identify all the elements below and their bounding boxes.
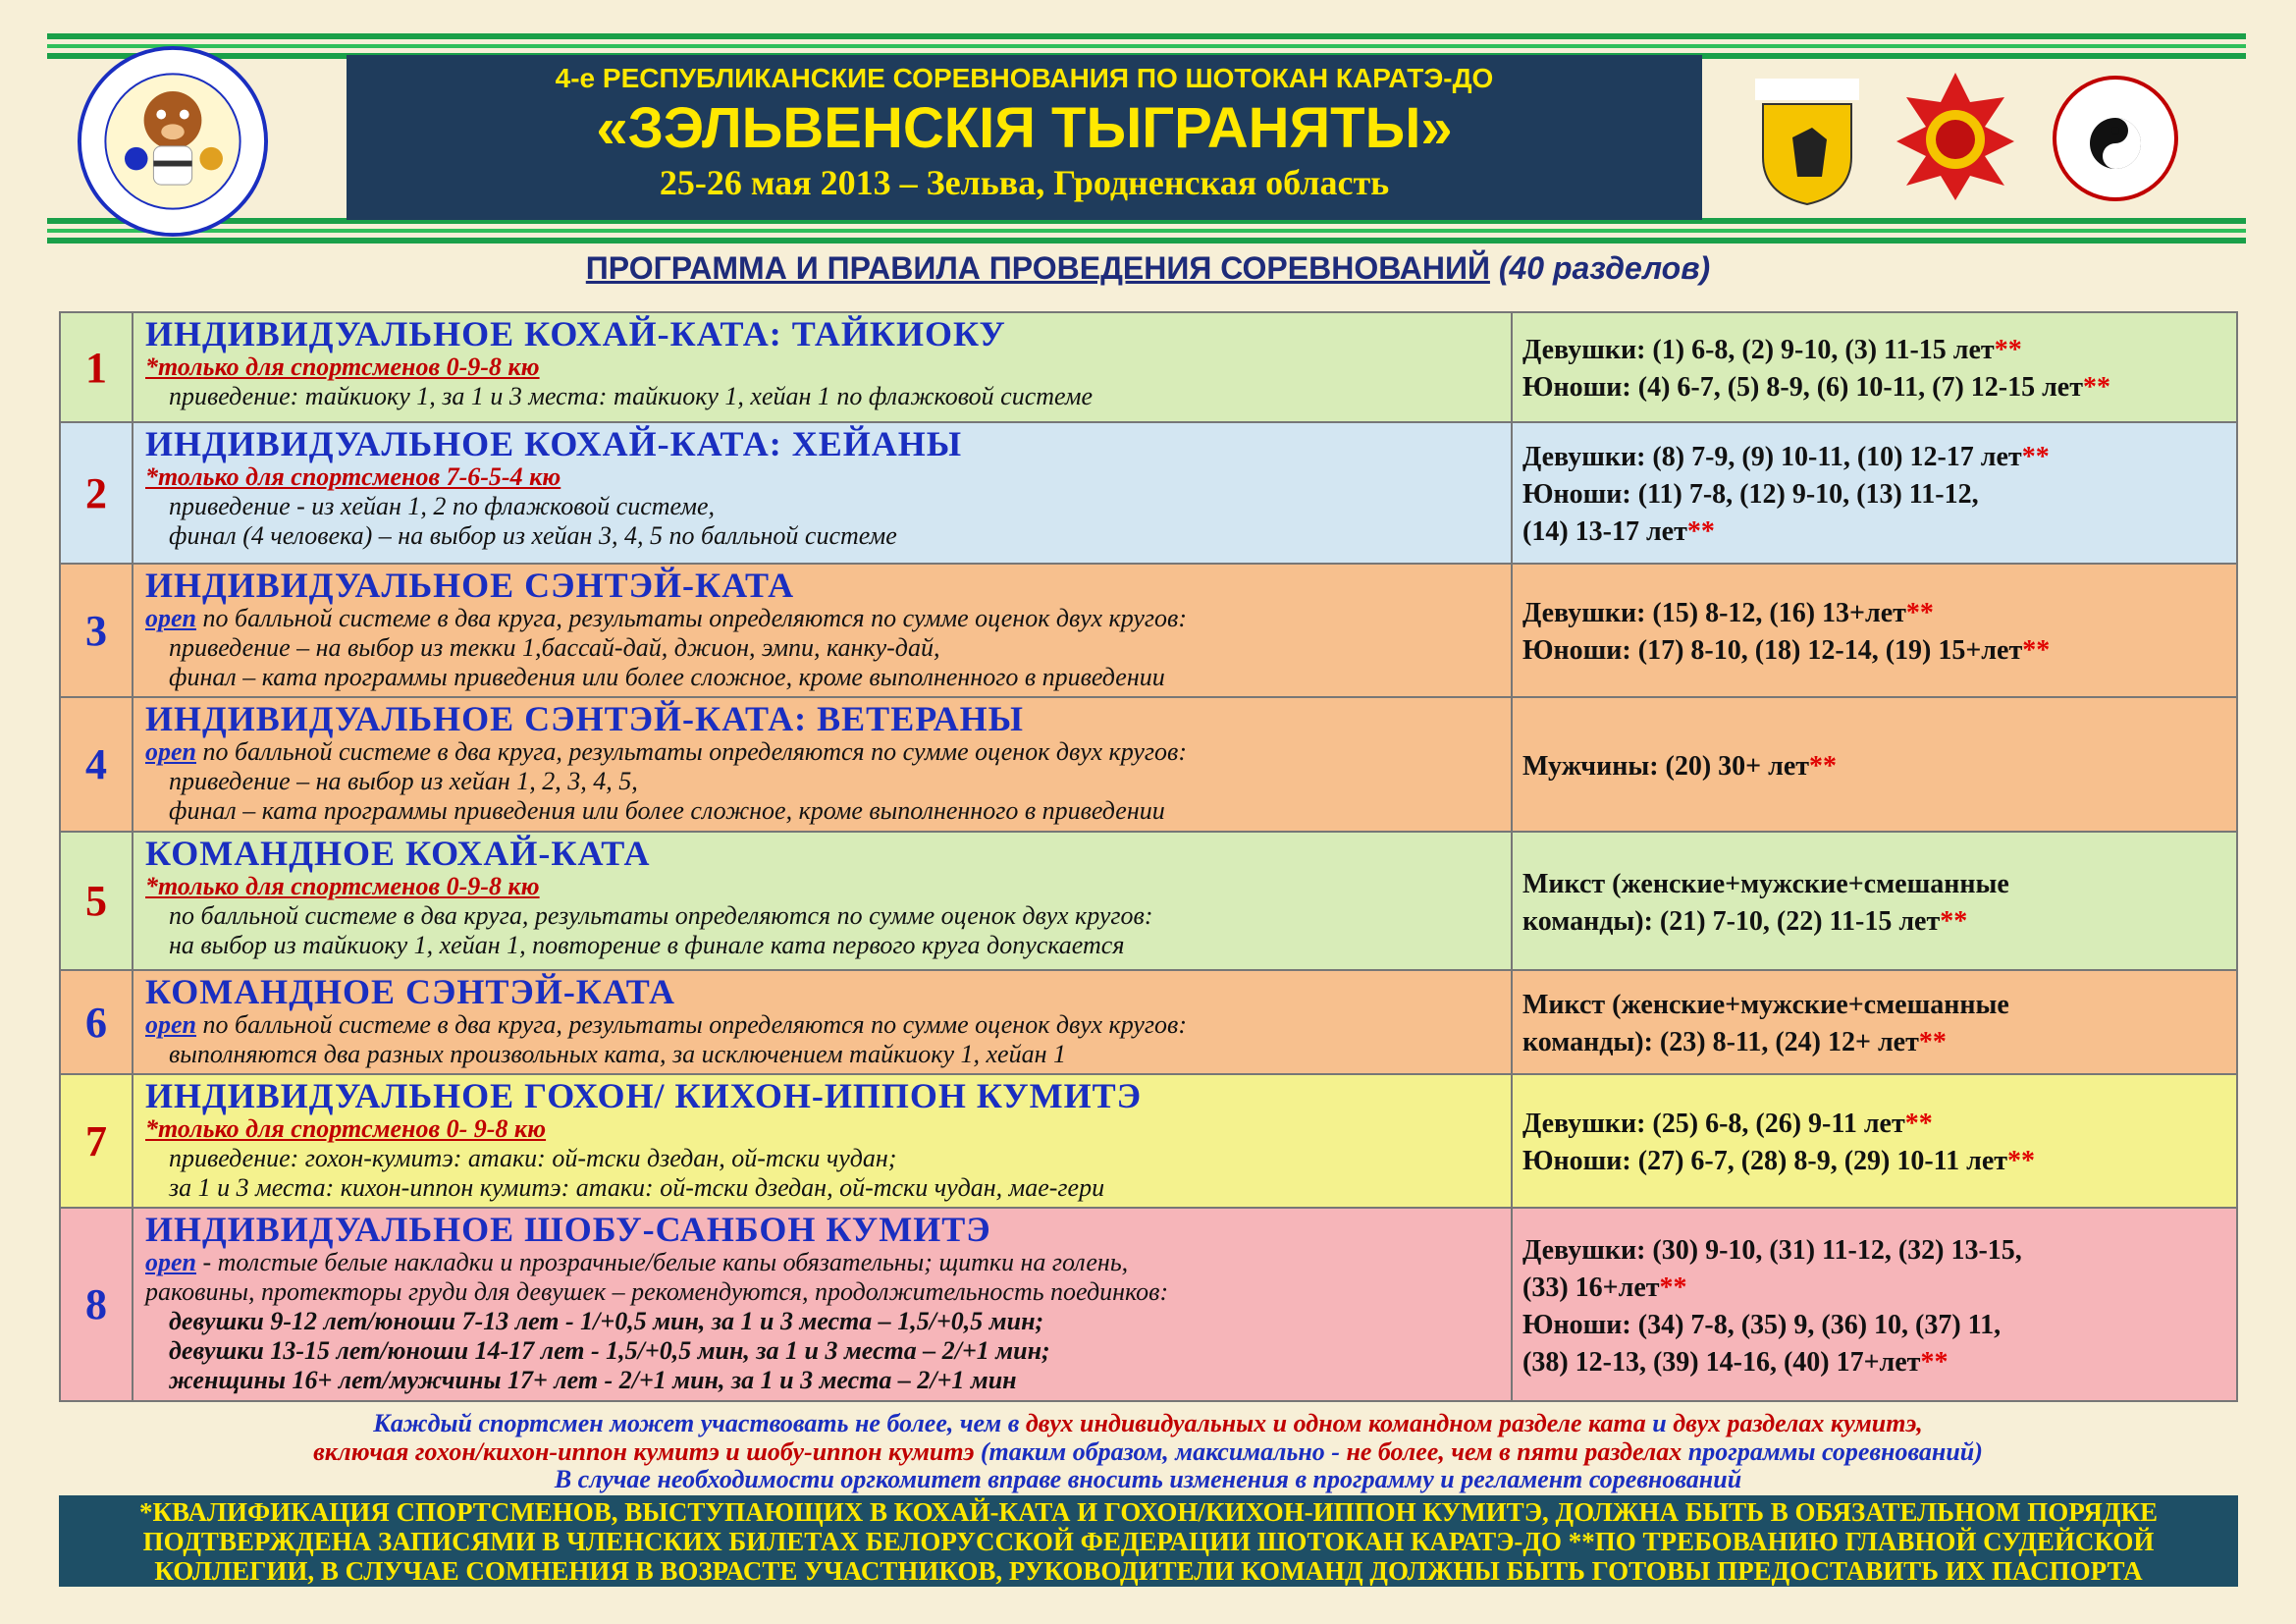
table-row (60, 422, 2237, 564)
section-categories: Девушки: (25) 6-8, (26) 9-11 лет** Юноши: (27) 6-7, (28) 8-9, (29) 10-11 лет** (1512, 1074, 2237, 1208)
section-categories: Девушки: (1) 6-8, (2) 9-10, (3) 11-15 лет** Юноши: (4) 6-7, (5) 8-9, (6) 10-11, (7) 12-15 лет** (1512, 312, 2237, 422)
section-description (133, 422, 1512, 564)
section-title: ИНДИВИДУАЛЬНОЕ КОХАЙ-КАТА: ХЕЙАНЫ (145, 424, 963, 463)
fudoshin-icon (2052, 75, 2179, 202)
category-line: Девушки: (30) 9-10, (31) 11-12, (32) 13-15, (1522, 1234, 2022, 1266)
section-number: 7 (60, 1074, 133, 1208)
section-line: приведение: тайкиоку 1, за 1 и 3 места: тайкиоку 1, хейан 1 по флажковой системе (169, 382, 1094, 410)
category-line: Юноши: (4) 6-7, (5) 8-9, (6) 10-11, (7) 12-15 лет (1522, 372, 2083, 403)
section-description (133, 697, 1512, 832)
section-description (133, 1074, 1512, 1208)
table-row (60, 1074, 2237, 1208)
section-number: 5 (60, 832, 133, 970)
section-categories: Девушки: (30) 9-10, (31) 11-12, (32) 13-15, (33) 16+лет** Юноши: (34) 7-8, (35) 9, (36) 10, (37) 11, (38) 12-13, (39) 14-16, (40) 17+лет** (1512, 1208, 2237, 1401)
program-subtitle (0, 250, 2296, 287)
subtitle-count: (40 разделов) (1498, 250, 1711, 286)
section-line: по балльной системе в два круга, результаты определяются по сумме оценок двух кругов: (196, 1010, 1187, 1039)
section-line: по балльной системе в два круга, результаты определяются по сумме оценок двух кругов: (202, 737, 1187, 766)
category-line: (14) 13-17 лет (1522, 516, 1687, 547)
section-description (133, 832, 1512, 970)
table-row (60, 832, 2237, 970)
category-line: Мужчины: (20) 30+ лет (1522, 750, 1810, 782)
section-line: финал (4 человека) – на выбор из хейан 3, 4, 5 по балльной системе (169, 521, 897, 550)
section-line: раковины, протекторы груди для девушек – рекомендуются, продолжительность поединков: (145, 1277, 1169, 1306)
section-note: *только для спортсменов 0-9-8 кю (145, 872, 540, 900)
section-line: финал – ката программы приведения или более сложное, кроме выполненного в приведении (169, 796, 1165, 825)
section-description (133, 970, 1512, 1074)
category-line: Девушки: (25) 6-8, (26) 9-11 лет (1522, 1109, 1905, 1139)
section-line: приведение – на выбор из текки 1,бассай-дай, джион, эмпи, канку-дай, (169, 633, 940, 662)
category-line: Юноши: (34) 7-8, (35) 9, (36) 10, (37) 11, (1522, 1309, 2002, 1340)
category-line: Девушки: (8) 7-9, (9) 10-11, (10) 12-17 лет (1522, 442, 2022, 472)
section-line: приведение – на выбор из хейан 1, 2, 3, 4, 5, (169, 767, 638, 795)
section-line: девушки 9-12 лет/юноши 7-13 лет - 1/+0,5 мин, за 1 и 3 места – 1,5/+0,5 мин; (169, 1307, 1044, 1335)
section-categories: Девушки: (8) 7-9, (9) 10-11, (10) 12-17 лет** Юноши: (11) 7-8, (12) 9-10, (13) 11-12, (14) 13-17 лет** (1512, 422, 2237, 564)
section-note: *только для спортсменов 7-6-5-4 кю (145, 462, 561, 491)
section-line: приведение: гохон-кумитэ: атаки: ой-тски дзедан, ой-тски чудан; (169, 1144, 897, 1172)
event-edition: 4-е РЕСПУБЛИКАНСКИЕ СОРЕВНОВАНИЯ ПО ШОТОКАН КАРАТЭ-ДО (555, 63, 1494, 93)
coat-of-arms-icon (1753, 79, 1861, 206)
section-line: по балльной системе в два круга, результаты определяются по сумме оценок двух кругов: (169, 901, 1153, 930)
program-table (59, 311, 2238, 1402)
section-line: - толстые белые накладки и прозрачные/белые капы обязательны; щитки на голень, (196, 1248, 1129, 1276)
section-description (133, 564, 1512, 697)
section-title: ИНДИВИДУАЛЬНОЕ КОХАЙ-КАТА: ТАЙКИОКУ (145, 314, 1006, 353)
section-number: 3 (60, 564, 133, 697)
bottom-stripes (47, 218, 2246, 248)
section-title: ИНДИВИДУАЛЬНОЕ ГОХОН/ КИХОН-ИППОН КУМИТЭ (145, 1076, 1143, 1115)
tiger-cub-logo (77, 45, 269, 238)
category-line: команды): (23) 8-11, (24) 12+ лет (1522, 1027, 1919, 1057)
qualification-notice (59, 1495, 2238, 1587)
footer-note-1: Каждый спортсмен может участвовать не более, чем в двух индивидуальных и одном командном разделе ката и двух разделах кумитэ, (373, 1409, 1923, 1437)
section-title: ИНДИВИДУАЛЬНОЕ СЭНТЭЙ-КАТА: ВЕТЕРАНЫ (145, 699, 1024, 738)
footer-note-2: включая гохон/кихон-иппон кумитэ и шобу-иппон кумитэ (таким образом, максимально - не более, чем в пяти разделах программы соревнований) (313, 1437, 1983, 1466)
karate-federation-icon (1896, 73, 2014, 200)
section-title: КОМАНДНОЕ СЭНТЭЙ-КАТА (145, 972, 675, 1011)
section-title: ИНДИВИДУАЛЬНОЕ СЭНТЭЙ-КАТА (145, 566, 795, 605)
category-line: команды): (21) 7-10, (22) 11-15 лет (1522, 905, 1941, 937)
section-line: финал – ката программы приведения или более сложное, кроме выполненного в приведении (169, 663, 1165, 691)
section-categories: Микст (женские+мужские+смешанные команды): (23) 8-11, (24) 12+ лет** (1512, 970, 2237, 1074)
notice-line: ПОДТВЕРЖДЕНА ЗАПИСЯМИ В ЧЛЕНСКИХ БИЛЕТАХ БЕЛОРУССКОЙ ФЕДЕРАЦИИ ШОТОКАН КАРАТЭ-ДО **ПО ТРЕБОВАНИЮ ГЛАВНОЙ СУДЕЙСКОЙ (142, 1527, 2155, 1556)
section-number: 2 (60, 422, 133, 564)
section-line: выполняются два разных произвольных ката, за исключением тайкиоку 1, хейан 1 (169, 1040, 1066, 1068)
section-line: девушки 13-15 лет/юноши 14-17 лет - 1,5/+0,5 мин, за 1 и 3 места – 2/+1 мин; (169, 1336, 1050, 1365)
section-note: *только для спортсменов 0- 9-8 кю (145, 1114, 547, 1143)
event-date-place: 25-26 мая 2013 – Зельва, Гродненская область (659, 163, 1390, 202)
table-row (60, 312, 2237, 422)
open-label: open (145, 1248, 196, 1276)
category-line: Микст (женские+мужские+смешанные (1522, 990, 2009, 1020)
section-title: КОМАНДНОЕ КОХАЙ-КАТА (145, 834, 651, 873)
section-line: за 1 и 3 места: кихон-иппон кумитэ: атаки: ой-тски дзедан, ой-тски чудан, мае-гери (169, 1173, 1105, 1202)
section-title: ИНДИВИДУАЛЬНОЕ ШОБУ-САНБОН КУМИТЭ (145, 1210, 991, 1249)
table-row (60, 970, 2237, 1074)
section-line: женщины 16+ лет/мужчины 17+ лет - 2/+1 мин, за 1 и 3 места – 2/+1 мин (169, 1366, 1017, 1394)
category-line: Девушки: (1) 6-8, (2) 9-10, (3) 11-15 лет (1522, 335, 1995, 365)
section-note: *только для спортсменов 0-9-8 кю (145, 352, 540, 381)
event-title: «ЗЭЛЬВЕНСКIЯ ТЫГРАНЯТЫ» (596, 96, 1453, 160)
category-line: Юноши: (11) 7-8, (12) 9-10, (13) 11-12, (1522, 479, 1979, 510)
table-row (60, 564, 2237, 697)
section-line: по балльной системе в два круга, результаты определяются по сумме оценок двух кругов: (202, 604, 1187, 632)
section-line: на выбор из тайкиоку 1, хейан 1, повторение в финале ката первого круга допускается (169, 931, 1125, 959)
section-categories: Микст (женские+мужские+смешанные команды): (21) 7-10, (22) 11-15 лет** (1512, 832, 2237, 970)
table-row (60, 1208, 2237, 1401)
category-line: Девушки: (15) 8-12, (16) 13+лет (1522, 598, 1906, 628)
table-row (60, 697, 2237, 832)
category-line: (33) 16+лет (1522, 1272, 1660, 1303)
section-categories: Девушки: (15) 8-12, (16) 13+лет** Юноши: (17) 8-10, (18) 12-14, (19) 15+лет** (1512, 564, 2237, 697)
section-number: 8 (60, 1208, 133, 1401)
footer-note-3: В случае необходимости оргкомитет вправе вносить изменения в программу и регламент соревнований (554, 1465, 1742, 1493)
section-number: 4 (60, 697, 133, 832)
section-line: приведение - из хейан 1, 2 по флажковой системе, (169, 492, 716, 520)
notice-line: КОЛЛЕГИИ, В СЛУЧАЕ СОМНЕНИЯ В ВОЗРАСТЕ УЧАСТНИКОВ, РУКОВОДИТЕЛИ КОМАНД ДОЛЖНЫ БЫТЬ ГОТОВЫ ПРЕДОСТАВИТЬ ИХ ПАСПОРТА (154, 1556, 2143, 1586)
category-line: Микст (женские+мужские+смешанные (1522, 868, 2009, 899)
category-line: Юноши: (27) 6-7, (28) 8-9, (29) 10-11 лет (1522, 1146, 2008, 1176)
category-line: Юноши: (17) 8-10, (18) 12-14, (19) 15+лет (1522, 635, 2023, 666)
section-categories: Мужчины: (20) 30+ лет** (1512, 697, 2237, 832)
subtitle-main: ПРОГРАММА И ПРАВИЛА ПРОВЕДЕНИЯ СОРЕВНОВАНИЙ (585, 250, 1490, 286)
section-description (133, 1208, 1512, 1401)
open-label: open (145, 604, 196, 632)
notice-line: *КВАЛИФИКАЦИЯ СПОРТСМЕНОВ, ВЫСТУПАЮЩИХ В КОХАЙ-КАТА И ГОХОН/КИХОН-ИППОН КУМИТЭ, ДОЛЖНА БЫТЬ В ОБЯЗАТЕЛЬНОМ ПОРЯДКЕ (138, 1497, 2159, 1527)
section-description (133, 312, 1512, 422)
section-number: 1 (60, 312, 133, 422)
open-label: open (145, 1010, 196, 1039)
section-number: 6 (60, 970, 133, 1074)
open-label: open (145, 737, 196, 766)
title-banner (347, 55, 1702, 220)
category-line: (38) 12-13, (39) 14-16, (40) 17+лет (1522, 1346, 1921, 1378)
